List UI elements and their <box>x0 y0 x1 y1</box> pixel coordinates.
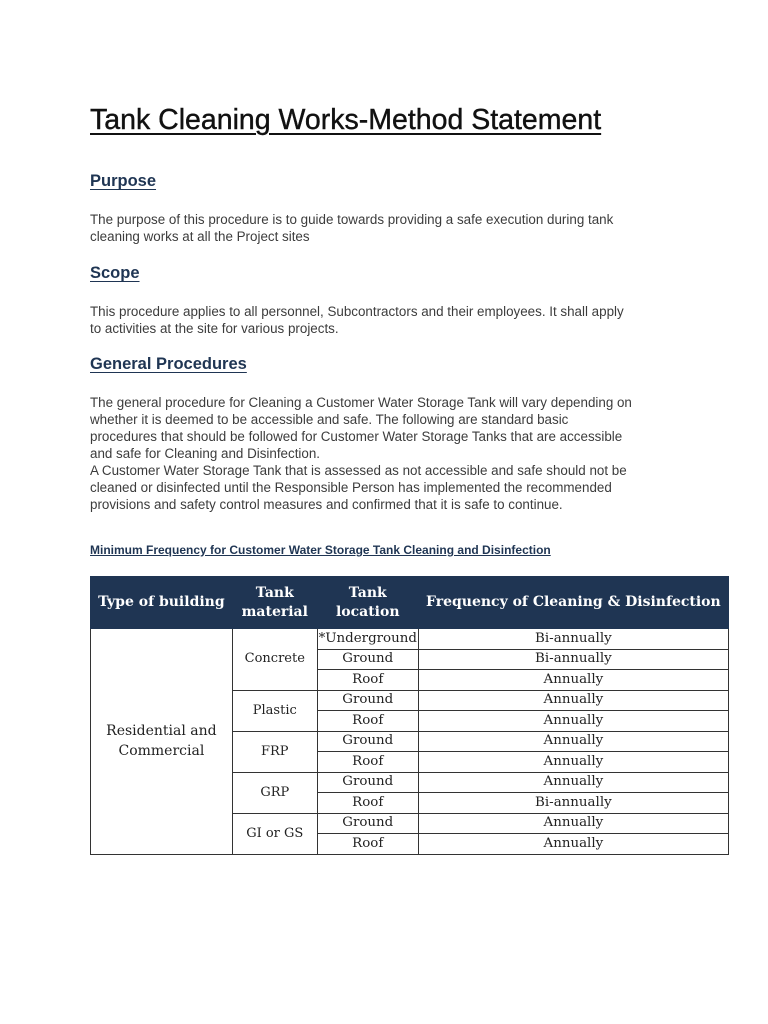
header-tank-location: Tank location <box>317 577 418 629</box>
frequency-cell: Annually <box>418 752 728 773</box>
purpose-paragraph <box>90 211 690 245</box>
material-cell: Plastic <box>232 690 317 731</box>
general-line: The general procedure for Cleaning a Customer Water Storage Tank will vary depending on <box>90 395 632 410</box>
frequency-cell: Annually <box>418 670 728 691</box>
location-cell: *Underground <box>317 629 418 650</box>
general-line: provisions and safety control measures and confirmed that it is safe to continue. <box>90 497 563 512</box>
location-cell: Ground <box>317 772 418 793</box>
frequency-cell: Annually <box>418 834 728 855</box>
material-cell: GRP <box>232 772 317 813</box>
location-cell: Roof <box>317 670 418 691</box>
frequency-cell: Annually <box>418 690 728 711</box>
frequency-cell: Annually <box>418 731 728 752</box>
location-cell: Roof <box>317 711 418 732</box>
location-cell: Ground <box>317 813 418 834</box>
scope-line: This procedure applies to all personnel, Subcontractors and their employees. It shall apply <box>90 304 624 319</box>
scope-line: to activities at the site for various projects. <box>90 321 339 336</box>
frequency-table <box>90 576 729 855</box>
general-line: A Customer Water Storage Tank that is assessed as not accessible and safe should not be <box>90 463 627 478</box>
frequency-cell: Bi-annually <box>418 649 728 670</box>
frequency-cell: Bi-annually <box>418 629 728 650</box>
general-procedures-heading: General Procedures <box>90 355 247 373</box>
header-tank-material: Tank material <box>232 577 317 629</box>
table-row <box>91 629 729 650</box>
scope-paragraph <box>90 303 690 337</box>
frequency-cell: Annually <box>418 772 728 793</box>
general-line: procedures that should be followed for Customer Water Storage Tanks that are accessible <box>90 429 623 444</box>
material-cell: Concrete <box>232 629 317 691</box>
location-cell: Ground <box>317 731 418 752</box>
location-cell: Roof <box>317 752 418 773</box>
general-line: and safe for Cleaning and Disinfection. <box>90 446 321 461</box>
table-header-row <box>91 577 729 629</box>
frequency-cell: Bi-annually <box>418 793 728 814</box>
purpose-line: The purpose of this procedure is to guide towards providing a safe execution during tank <box>90 212 614 227</box>
location-cell: Roof <box>317 834 418 855</box>
location-cell: Roof <box>317 793 418 814</box>
building-type-cell: Residential and Commercial <box>91 629 233 855</box>
table-caption: Minimum Frequency for Customer Water Storage Tank Cleaning and Disinfection <box>90 543 551 557</box>
document-title: Tank Cleaning Works-Method Statement <box>90 104 602 136</box>
general-line: whether it is deemed to be accessible and safe. The following are standard basic <box>90 412 569 427</box>
frequency-cell: Annually <box>418 711 728 732</box>
header-building-type: Type of building <box>91 577 233 629</box>
header-frequency: Frequency of Cleaning & Disinfection <box>418 577 728 629</box>
material-cell: FRP <box>232 731 317 772</box>
location-cell: Ground <box>317 649 418 670</box>
material-cell: GI or GS <box>232 813 317 854</box>
location-cell: Ground <box>317 690 418 711</box>
scope-heading: Scope <box>90 264 140 282</box>
general-procedures-paragraph <box>90 394 690 513</box>
general-line: cleaned or disinfected until the Responsible Person has implemented the recommended <box>90 480 612 495</box>
purpose-line: cleaning works at all the Project sites <box>90 229 310 244</box>
purpose-heading: Purpose <box>90 172 157 190</box>
frequency-cell: Annually <box>418 813 728 834</box>
